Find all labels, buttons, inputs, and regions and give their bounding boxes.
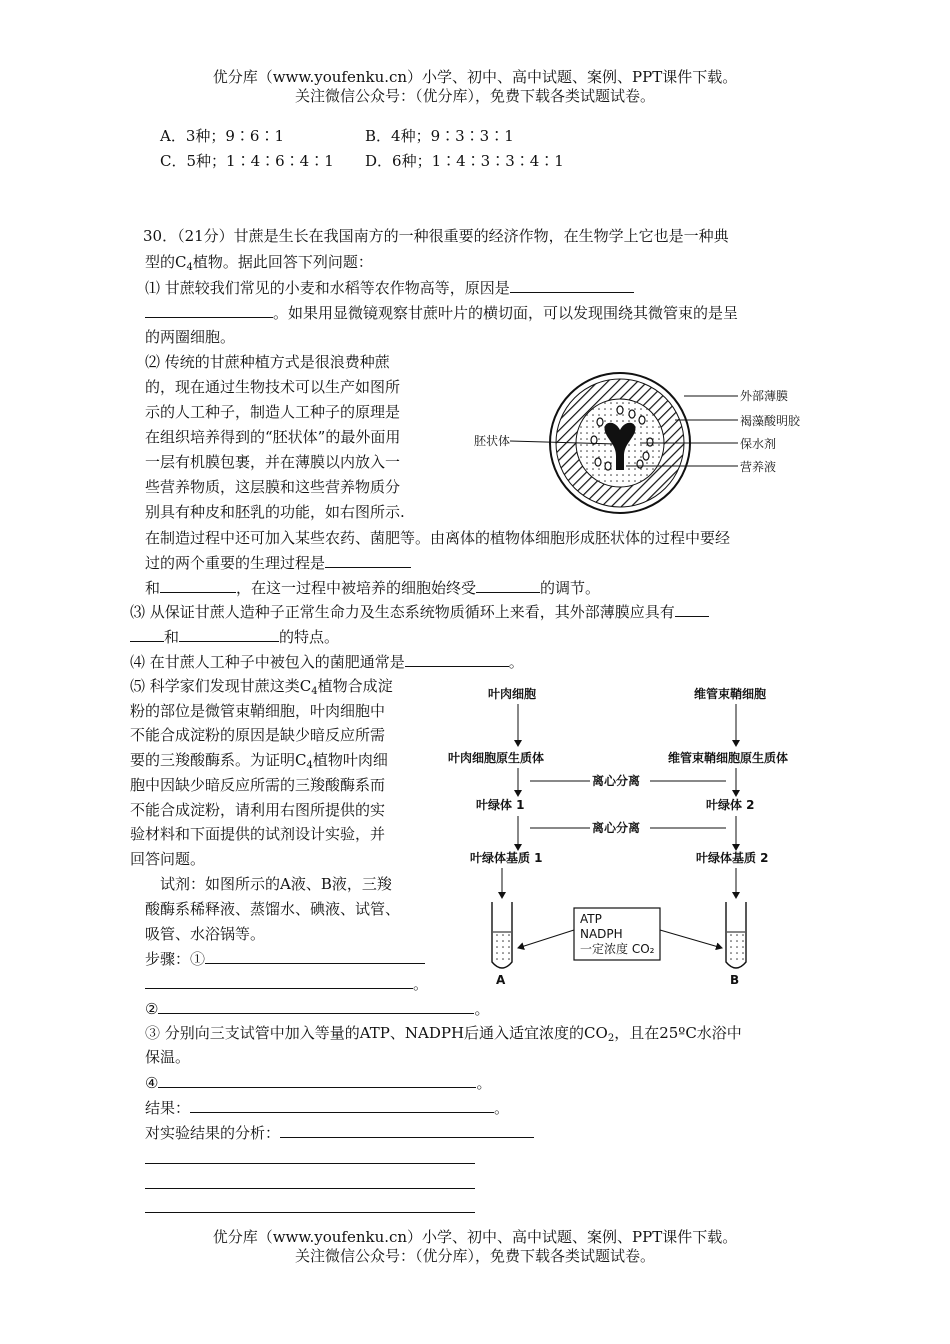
- q30-part2-cont1: 在制造过程中还可加入某些农药、菌肥等。由离体的植物体细胞形成胚状体的过程中要经: [145, 529, 731, 547]
- label-embryoid: 胚状体: [474, 434, 511, 448]
- answer-blank[interactable]: [510, 277, 634, 293]
- answer-blank[interactable]: [160, 577, 236, 593]
- q30-part2-cont3: 和 ，在这一过程中被培养的细胞始终受 的调节。: [145, 579, 601, 597]
- test-tube-a: [492, 902, 512, 968]
- q30-part1-line2: 。如果用显微镜观察甘蔗叶片的横切面，可以发现围绕其微管束的是呈: [145, 302, 738, 323]
- answer-blank[interactable]: [476, 577, 540, 593]
- centrifuge-label-2: 离心分离: [592, 821, 641, 835]
- page-header-line2: 关注微信公众号：（优分库），免费下载各类试题试卷。: [294, 87, 655, 105]
- page-footer-line1: 优分库（www.youfenku.cn）小学、初中、高中试题、案例、PPT课件下载。: [212, 1228, 738, 1246]
- mesophyll-protoplast: 叶肉细胞原生质体: [448, 751, 545, 765]
- reagent-line1: 试剂：如图所示的A液、B液，三羧: [160, 875, 392, 893]
- q30-part2-line: ⑵ 传统的甘蔗种植方式是很浪费种蔗: [145, 353, 390, 371]
- tube-b-label: B: [730, 973, 740, 987]
- answer-blank[interactable]: [675, 601, 709, 617]
- label-nutrient: 营养液: [740, 460, 777, 474]
- q30-part3-line2: 和 的特点。: [130, 626, 339, 647]
- q30-part3-line1: ⑶ 从保证甘蔗人造种子正常生命力及生态系统物质循环上来看，其外部薄膜应具有: [130, 601, 709, 622]
- option-c: C．5种；1∶4∶6∶4∶1: [160, 152, 334, 170]
- answer-blank[interactable]: [145, 302, 273, 318]
- answer-blank[interactable]: [145, 973, 413, 989]
- box-nadph: NADPH: [580, 927, 623, 941]
- chloroplast-2: 叶绿体 2: [706, 798, 755, 812]
- label-outer-membrane: 外部薄膜: [740, 389, 789, 403]
- test-tube-b: [726, 902, 746, 968]
- option-a: A．3种；9∶6∶1: [160, 127, 285, 145]
- stroma-2: 叶绿体基质 2: [696, 851, 769, 865]
- label-water-retainer: 保水剂: [740, 437, 777, 451]
- option-b: B．4种；9∶3∶3∶1: [365, 127, 514, 145]
- q30-part2-line: 示的人工种子，制造人工种子的原理是: [145, 403, 401, 421]
- answer-blank[interactable]: [405, 651, 509, 667]
- q30-part2-line: 别具有种皮和胚乳的功能，如右图所示.: [145, 503, 405, 521]
- answer-blank[interactable]: [179, 626, 279, 642]
- page-footer-line2: 关注微信公众号：（优分库），免费下载各类试题试卷。: [294, 1247, 655, 1265]
- reagent-line3: 吸管、水浴锅等。: [145, 925, 266, 943]
- answer-blank[interactable]: [130, 626, 164, 642]
- answer-blank[interactable]: [280, 1122, 534, 1138]
- bundle-sheath-protoplast: 维管束鞘细胞原生质体: [668, 751, 789, 765]
- q30-part5-line2: 粉的部位是微管束鞘细胞，叶肉细胞中: [130, 702, 386, 720]
- answer-blank[interactable]: [325, 552, 411, 568]
- centrifuge-label-1: 离心分离: [592, 774, 641, 788]
- q30-part2-line: 一层有机膜包裹，并在薄膜以内放入一: [145, 453, 401, 471]
- analysis-line: 对实验结果的分析：: [145, 1122, 534, 1143]
- page-header-line1: 优分库（www.youfenku.cn）小学、初中、高中试题、案例、PPT课件下载。: [212, 68, 738, 86]
- q30-part5-line3: 不能合成淀粉的原因是缺少暗反应所需: [130, 726, 386, 744]
- box-atp: ATP: [580, 912, 602, 926]
- bundle-sheath-cell: 维管束鞘细胞: [694, 687, 767, 701]
- result-line: 结果： 。: [145, 1099, 510, 1117]
- step2: ② 。: [145, 1000, 490, 1018]
- chloroplast-1: 叶绿体 1: [476, 798, 525, 812]
- q30-part5-line7: 验材料和下面提供的试剂设计实验，并: [130, 825, 386, 843]
- stroma-1: 叶绿体基质 1: [470, 851, 543, 865]
- answer-blank[interactable]: [158, 1072, 476, 1088]
- q30-part1-line3: 的两圈细胞。: [145, 328, 236, 346]
- option-d: D．6种；1∶4∶3∶3∶4∶1: [365, 152, 564, 170]
- q30-part5-line1: ⑸ 科学家们发现甘蔗这类$C_4$植物合成淀: [130, 677, 393, 697]
- mesophyll-cell: 叶肉细胞: [488, 687, 537, 701]
- box-co2: 一定浓度 CO₂: [580, 942, 655, 956]
- step1-line2: 。: [145, 973, 428, 994]
- step1-line1: 步骤：①: [145, 948, 425, 969]
- q30-part2-cont2: 过的两个重要的生理过程是: [145, 552, 411, 573]
- answer-line[interactable]: [145, 1212, 475, 1213]
- q30-part2-line: 在组织培养得到的“胚状体”的最外面用: [145, 428, 401, 446]
- q30-part5-line6: 不能合成淀粉，请利用右图所提供的实: [130, 801, 386, 819]
- q30-intro-line2: 型的$C_4$植物。据此回答下列问题：: [145, 253, 373, 273]
- answer-blank[interactable]: [158, 998, 474, 1014]
- q30-intro-line1: 30．（21分）甘蔗是生长在我国南方的一种很重要的经济作物，在生物学上它也是一种典: [143, 227, 729, 245]
- reagent-line2: 酸酶系稀释液、蒸馏水、碘液、试管、: [145, 900, 401, 918]
- q30-part1-line1: ⑴ 甘蔗较我们常见的小麦和水稻等农作物高等，原因是: [145, 277, 634, 298]
- experiment-flow-figure: [440, 680, 820, 990]
- step3-line1: ③ 分别向三支试管中加入等量的ATP、NADPH后通入适宜浓度的$CO_2$，且在25ºC水浴中: [145, 1024, 742, 1044]
- answer-line[interactable]: [145, 1188, 475, 1189]
- answer-blank[interactable]: [205, 948, 425, 964]
- q30-part5-line8: 回答问题。: [130, 850, 206, 868]
- artificial-seed-figure: [470, 370, 810, 515]
- tube-a-label: A: [496, 973, 506, 987]
- answer-blank[interactable]: [190, 1097, 494, 1113]
- step3-line2: 保温。: [145, 1048, 191, 1066]
- answer-line[interactable]: [145, 1163, 475, 1164]
- step4: ④ 。: [145, 1074, 492, 1092]
- q30-part2-line: 些营养物质，这层膜和这些营养物质分: [145, 478, 401, 496]
- label-alginate: 褐藻酸明胶: [740, 414, 801, 428]
- q30-part4: ⑷ 在甘蔗人工种子中被包入的菌肥通常是 。: [130, 653, 524, 671]
- q30-part5-line4: 要的三羧酸酶系。为证明$C_4$植物叶肉细: [130, 751, 388, 771]
- q30-part5-line5: 胞中因缺少暗反应所需的三羧酸酶系而: [130, 776, 386, 794]
- q30-part2-line: 的，现在通过生物技术可以生产如图所: [145, 378, 401, 396]
